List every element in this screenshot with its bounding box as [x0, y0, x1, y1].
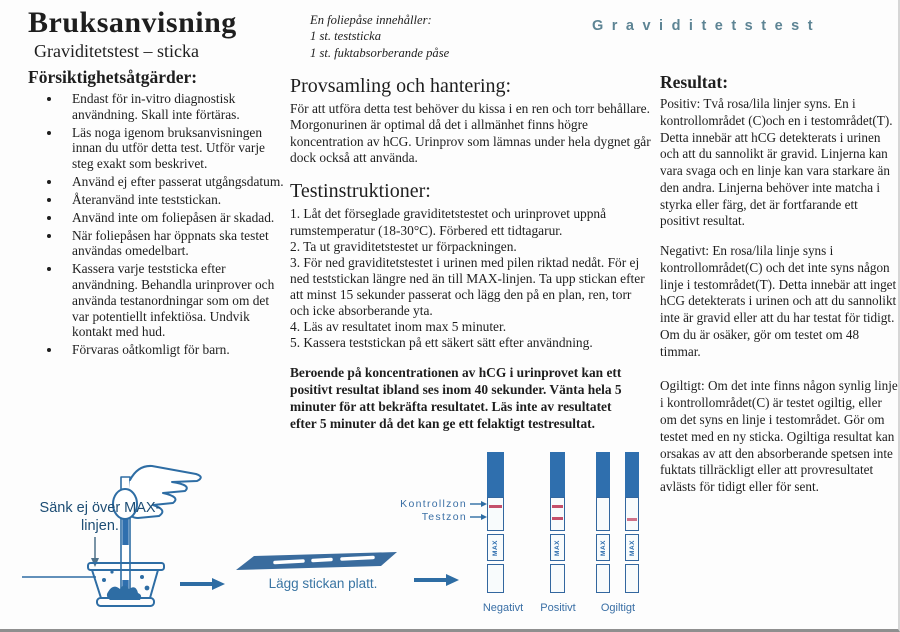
- precaution-item: • Läs noga igenom bruksanvisningen innan du utför detta test. Utför varje steg exakt som beskrivet.: [62, 125, 288, 172]
- flat-stick-illustration: [236, 552, 397, 570]
- control-line: [489, 505, 502, 508]
- instruction-step: 4. Läs av resultatet inom max 5 minuter.: [290, 319, 507, 334]
- max-text: MAX: [599, 539, 607, 556]
- precaution-item: • Kassera varje teststicka efter användning. Behandla urinprover och använda testanordningar som om det var potentiellt infektiösa. Undvik kontakt med hud.: [62, 261, 288, 340]
- invalid-stick-label: Ogiltigt: [600, 602, 636, 614]
- stick-result-window: [596, 497, 610, 531]
- result-negative: Negativt: En rosa/lila linje syns i kontrollområdet(C) och det inte syns någon linje i testområdet(T). Detta innebär att inget hCG detekterats i urinen och att du sannolikt inte är gravid eller att du har testat för tidigt. Om du är osäker, gör om testet om 48 timmar.: [660, 243, 897, 359]
- result-invalid: Ogiltigt: Om det inte finns någon synlig linje i kontrollområdet(C) är testet ogiltig, eller om det syns en linje i testområdet. Gör om testet med en ny sticka. Ogiltiga resultat kan orsakas av att den absorberande spetsen inte fuktats tillräckligt eller att provresultatet avlästs för tidigt eller för sent.: [660, 378, 898, 495]
- test-line: [552, 517, 563, 520]
- instruction-step: 2. Ta ut graviditetstestet ur förpackningen.: [290, 238, 517, 254]
- stick-handle: [550, 452, 565, 497]
- result-positive: Positiv: Två rosa/lila linjer syns. En i kontrollområdet (C)och en i testområdet(T). Detta innebär att hCG detekterats i urinen och att du sannolikt är gravid. Linjerna kan vara svaga och en linje kan vara starkare än den andra. Linjerna behöver inte matcha i styrka eller färg, det är fortfarande ett positivt resultat.: [660, 96, 893, 229]
- results-heading: Resultat:: [660, 72, 729, 92]
- stick-handle: [625, 452, 639, 497]
- left-column: [26, 6, 288, 360]
- max-text: MAX: [492, 539, 499, 556]
- stick-handle: [596, 452, 610, 497]
- precaution-item: • Använd inte om foliepåsen är skadad.: [62, 210, 288, 226]
- max-text: MAX: [554, 539, 561, 556]
- control-zone-label: Kontrollzon: [400, 498, 467, 510]
- stick-max-zone: [596, 534, 610, 561]
- stick-result-window: [550, 497, 565, 531]
- test-zone-arrow-icon: [470, 514, 487, 520]
- instruction-step: 1. Låt det förseglade graviditetstestet och urinprovet uppnå rumstemperatur (18-30°C). Förbered ett tidtagarur.: [290, 206, 607, 238]
- stick-result-window: [625, 497, 639, 531]
- negative-stick-label: Negativt: [482, 602, 524, 614]
- middle-column: [290, 6, 652, 433]
- flat-stick-note: Lägg stickan platt.: [268, 576, 378, 591]
- control-line: [552, 505, 563, 508]
- test-stick-3: [596, 452, 610, 593]
- test-stick-4: [625, 452, 639, 593]
- test-zone-label: Testzon: [421, 511, 467, 523]
- stick-handle: [487, 452, 504, 497]
- step-arrow-icon-1: [180, 578, 225, 590]
- instructions-heading: Testinstruktioner:: [290, 180, 431, 203]
- precaution-item: • Förvaras oåtkomligt för barn.: [62, 342, 288, 358]
- stick-tip: [596, 564, 610, 593]
- precautions-heading: Försiktighetsåtgärder:: [28, 67, 198, 87]
- precautions-list: [26, 91, 288, 358]
- max-line-note: Sänk ej över MAX-linjen.: [39, 500, 161, 535]
- test-line: [627, 518, 637, 521]
- stick-tip: [625, 564, 639, 593]
- page-subtitle: Graviditetstest – sticka: [34, 41, 199, 61]
- positive-stick-label: Positivt: [540, 602, 576, 614]
- page-title: Bruksanvisning: [28, 6, 237, 39]
- test-stick-2: [550, 452, 565, 593]
- instruction-step: 3. För ned graviditetstestet i urinen med pilen riktad nedåt. För ej ned teststickan längre ned än till MAX-linjen. Ta upp stickan efter att minst 15 sekunder passerat och lägg den på en plan, ren, torr och icke absorberande yta.: [290, 254, 645, 318]
- package-contents-line: En foliepåse innehåller:: [310, 13, 432, 27]
- instruction-step: 5. Kassera teststickan på ett säkert sätt efter användning.: [290, 335, 593, 351]
- precaution-item: • Endast för in-vitro diagnostisk användning. Skall inte förtäras.: [62, 91, 288, 123]
- timing-warning: Beroende på koncentrationen av hCG i urinprovet kan ett positivt resultat ibland ses inom 40 sekunder. Vänta hela 5 minuter för att bekräfta resultatet. Läs inte av resultatet efter 5 minuter då det kan ge ett felaktigt testresultat.: [290, 365, 622, 431]
- instruction-steps: [290, 206, 652, 351]
- step-arrow-icon-2: [414, 574, 459, 586]
- control-zone-arrow-icon: [470, 501, 487, 507]
- max-text: MAX: [628, 539, 636, 556]
- stick-result-window: [487, 497, 504, 531]
- sampling-body: För att utföra detta test behöver du kissa i en ren och torr behållare. Morgonurinen är optimal då det i allmänhet finns högre koncentration av hCG. Urinprov som lämnas under hela dygnet går dock också att använda.: [290, 101, 651, 166]
- stick-max-zone: [550, 534, 565, 561]
- precaution-item: • Återanvänd inte teststickan.: [62, 192, 288, 208]
- package-contents-line: 1 st. fuktabsorberande påse: [310, 45, 450, 60]
- stick-tip: [550, 564, 565, 593]
- stick-tip: [487, 564, 504, 593]
- test-stick-1: [487, 452, 504, 593]
- brand-wordmark: Graviditetstest: [592, 18, 822, 34]
- precaution-item: • När foliepåsen har öppnats ska testet användas omedelbart.: [62, 228, 288, 260]
- package-contents-line: 1 st. teststicka: [310, 29, 382, 44]
- sampling-heading: Provsamling och hantering:: [290, 75, 512, 98]
- precaution-item: • Använd ej efter passerat utgångsdatum.: [62, 174, 288, 190]
- stick-max-zone: [487, 534, 504, 561]
- stick-max-zone: [625, 534, 639, 561]
